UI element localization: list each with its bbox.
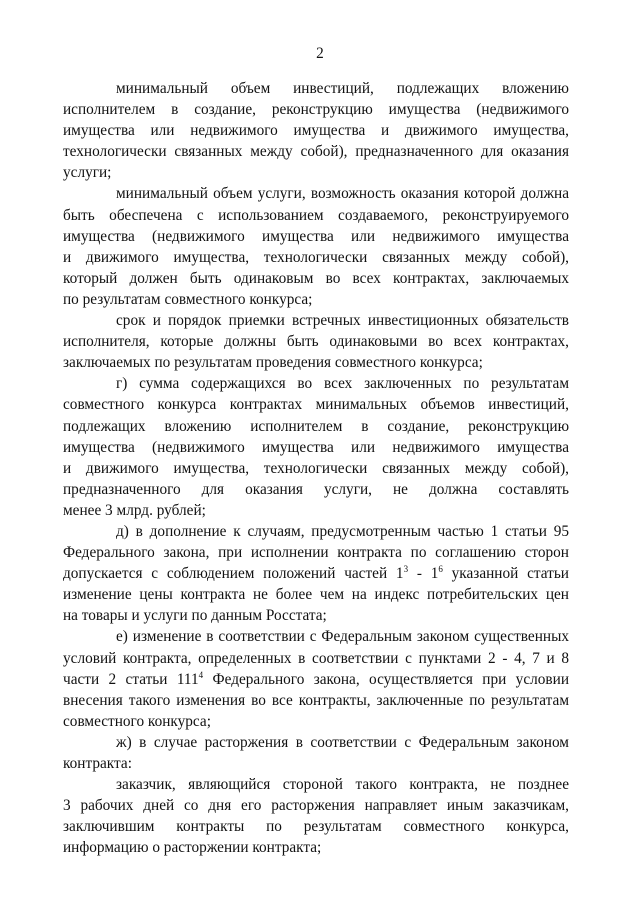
superscript: 6 — [438, 564, 443, 575]
page-number: 2 — [316, 45, 324, 62]
text-line: 3 рабочих дней со дня его расторжения направляет иным заказчикам, — [63, 797, 569, 815]
text-line: Федерального закона, при исполнении контракта по соглашению сторон — [63, 544, 569, 562]
text-line: исполнителем в создание, реконструкцию имущества (недвижимого — [63, 101, 569, 119]
text-line: г) сумма содержащихся во всех заключенных по результатам — [116, 375, 569, 393]
text-line: подлежащих вложению исполнителем в создание, реконструкцию — [63, 417, 569, 435]
paragraph — [63, 774, 569, 858]
superscript: 3 — [403, 564, 409, 575]
text-line: минимальный объем инвестиций, подлежащих вложению — [116, 80, 569, 97]
text-line: информацию о расторжении контракта; — [63, 839, 322, 857]
paragraph — [63, 183, 569, 310]
text-line: срок и порядок приемки встречных инвестиционных обязательств — [116, 312, 569, 330]
paragraph — [63, 373, 569, 521]
text-line: быть обеспечена с использованием создаваемого, реконструируемого — [63, 206, 569, 224]
superscript: 4 — [198, 669, 204, 680]
text-line: условий контракта, определенных в соответствии с пунктами 2 - 4, 7 и 8 — [63, 649, 569, 667]
text-line: услуги; — [63, 164, 112, 182]
document-body — [63, 78, 569, 858]
text-line: заключаемых по результатам проведения совместного конкурса; — [63, 354, 483, 372]
paragraph — [63, 626, 569, 731]
text-line: и движимого имущества, технологически связанных между собой), — [63, 459, 569, 477]
text-line: предназначенного для оказания услуги, не должна составлять — [63, 480, 569, 498]
text-line: исполнителя, которые должны быть одинаковыми во всех контрактах, — [63, 333, 569, 351]
paragraph — [63, 732, 569, 774]
text-line: е) изменение в соответствии с Федеральным законом существенных — [116, 628, 569, 646]
paragraph — [63, 78, 569, 183]
text-line: имущества (недвижимого имущества или недвижимого имущества — [63, 438, 569, 456]
paragraph — [63, 521, 569, 626]
text-line: д) в дополнение к случаям, предусмотренным частью 1 статьи 95 — [116, 522, 569, 540]
text-line: контракта: — [63, 755, 132, 772]
paragraph — [63, 310, 569, 373]
text-line: на товары и услуги по данным Росстата; — [63, 607, 327, 625]
text-line: технологически связанных между собой), предназначенного для оказания — [63, 143, 569, 161]
text-line: изменение цены контракта не более чем на индекс потребительских цен — [63, 586, 569, 604]
text-line: который должен быть одинаковым во всех контрактах, заключаемых — [63, 269, 569, 287]
text-line: допускается с соблюдением положений частей $1^3 - 1^6$ указанной статьи — [63, 564, 569, 583]
text-line: части 2 статьи $111^4$ Федерального закона, осуществляется при условии — [63, 669, 570, 688]
text-line: имущества (недвижимого имущества или недвижимого имущества — [63, 227, 569, 245]
text-line: заказчик, являющийся стороной такого контракта, не позднее — [116, 776, 569, 794]
text-line: менее 3 млрд. рублей; — [63, 501, 206, 519]
text-line: минимальный объем услуги, возможность оказания которой должна — [116, 185, 569, 203]
text-line: ж) в случае расторжения в соответствии с Федеральным законом — [116, 733, 569, 751]
text-line: по результатам совместного конкурса; — [63, 290, 313, 308]
text-line: и движимого имущества, технологически связанных между собой), — [63, 248, 569, 266]
text-line: имущества или недвижимого имущества и движимого имущества, — [63, 122, 569, 140]
text-line: совместного конкурса; — [63, 712, 211, 730]
text-line: заключившим контракты по результатам совместного конкурса, — [63, 818, 569, 836]
text-line: внесения такого изменения во все контракты, заключенные по результатам — [63, 691, 569, 709]
text-line: совместного конкурса контрактах минимальных объемов инвестиций, — [63, 396, 569, 414]
